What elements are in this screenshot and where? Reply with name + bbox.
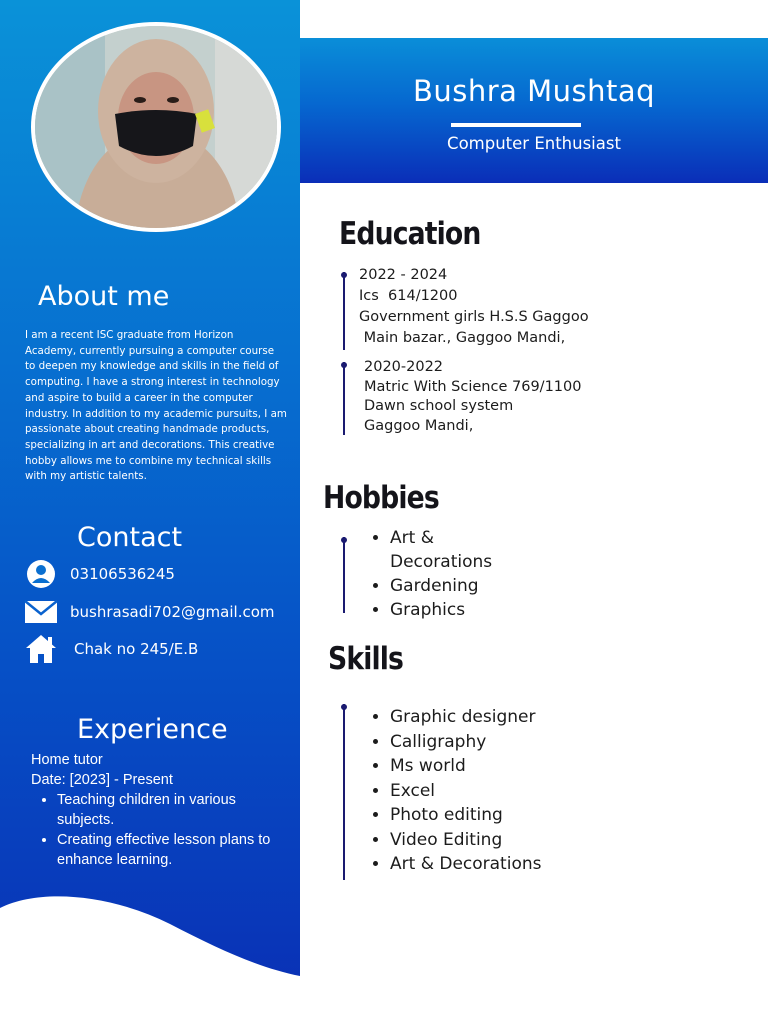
hobby-item: • Gardening (390, 574, 530, 598)
education-degree: Ics 614/1200 (359, 288, 458, 304)
experience-point: • Teaching children in various subjects. (57, 790, 293, 830)
user-icon (24, 559, 58, 589)
skill-item: • Graphic designer (390, 705, 710, 730)
education-school: Government girls H.S.S Gaggoo (359, 309, 589, 325)
skill-item: • Video Editing (390, 828, 710, 853)
education-degree: Matric With Science 769/1100 (364, 378, 582, 395)
skill-item: • Ms world (390, 754, 710, 779)
name-header (300, 38, 768, 183)
skill-item: • Excel (390, 779, 710, 804)
skill-item: • Photo editing (390, 803, 710, 828)
experience-block (31, 750, 293, 870)
skills-list (370, 705, 710, 877)
contact-email-row (24, 597, 275, 627)
mail-icon (24, 597, 58, 627)
about-heading: About me (38, 281, 170, 312)
experience-job: Home tutor (31, 752, 103, 768)
profile-role: Computer Enthusiast (447, 134, 621, 153)
hobby-item: • Art & Decorations (390, 526, 530, 574)
experience-point: • Creating effective lesson plans to enhance learning. (57, 830, 293, 870)
education-location: Gaggoo Mandi, (364, 417, 474, 434)
timeline-line (343, 537, 345, 613)
hobbies-heading: Hobbies (323, 480, 439, 516)
education-entry (359, 265, 589, 349)
email-text[interactable]: bushrasadi702@gmail.com (70, 603, 275, 621)
education-heading: Education (339, 216, 481, 252)
header-divider (451, 123, 581, 127)
home-icon (24, 634, 58, 664)
timeline-line (343, 362, 345, 435)
about-text: I am a recent ISC graduate from Horizon Academy, currently pursuing a computer course to deepen my knowledge and skills in the field of computing. I have a strong interest in technology and aspire to build a career in the computer industry. In addition to my academic pursuits, I am passionate about creating handmade products, specializing in art and decorations. This creative hobby allows me to combine my technical skills with my artistic talents. (25, 329, 287, 483)
experience-heading: Experience (77, 714, 228, 745)
timeline-line (343, 272, 345, 350)
contact-heading: Contact (77, 522, 183, 553)
skill-item: • Calligraphy (390, 730, 710, 755)
hobbies-list (370, 526, 530, 622)
timeline-line (343, 704, 345, 880)
hobby-item: • Graphics (390, 598, 530, 622)
contact-phone-row (24, 559, 175, 589)
skill-item: • Art & Decorations (390, 852, 710, 877)
experience-points (31, 790, 293, 870)
education-location: Main bazar., Gaggoo Mandi, (359, 330, 566, 346)
education-years: 2022 - 2024 (359, 267, 448, 283)
skills-heading: Skills (328, 641, 404, 677)
bottom-wave-decoration (0, 880, 300, 1024)
contact-address-row (24, 634, 198, 664)
education-years: 2020-2022 (364, 359, 444, 375)
education-school: Dawn school system (364, 398, 514, 414)
profile-photo-illustration (35, 26, 277, 228)
profile-photo (31, 22, 281, 232)
address-text: Chak no 245/E.B (74, 640, 199, 658)
phone-text[interactable]: 03106536245 (70, 565, 175, 583)
profile-name: Bushra Mushtaq (412, 74, 656, 108)
sidebar (0, 0, 300, 1024)
education-entry (364, 358, 581, 436)
experience-date: Date: [2023] - Present (31, 772, 173, 788)
